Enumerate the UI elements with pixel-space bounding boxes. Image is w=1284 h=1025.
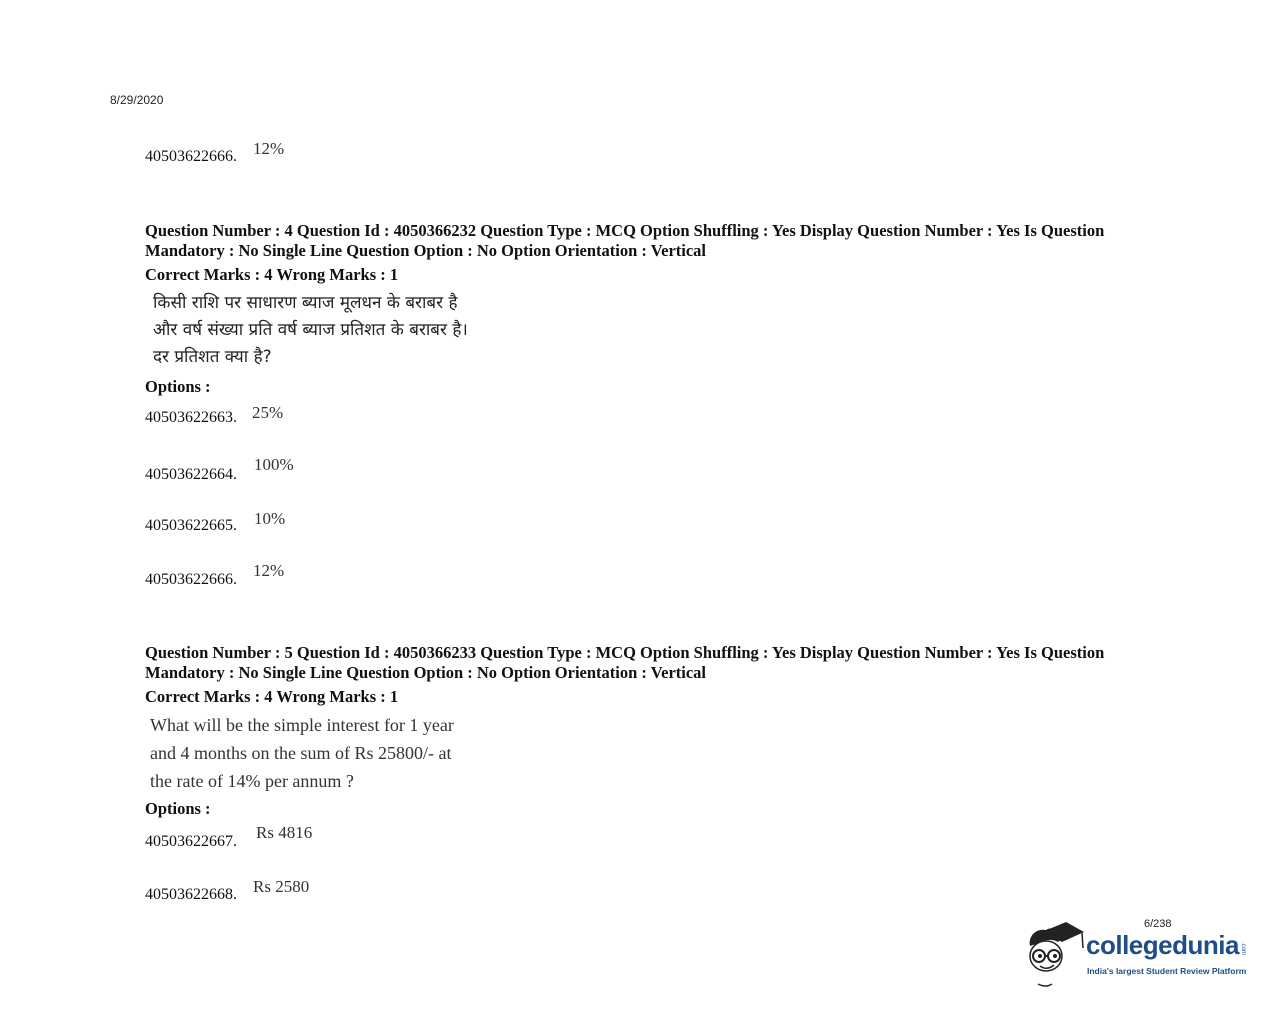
question-5-options-label: Options : [145, 799, 211, 818]
question-4-text [153, 290, 468, 371]
question-5-text-line: and 4 months on the sum of Rs 25800/- at [150, 743, 452, 763]
option-id: 40503622666. [145, 571, 237, 588]
print-date: 8/29/2020 [110, 93, 164, 107]
question-5-text [150, 711, 454, 795]
option-value: 100% [254, 455, 294, 474]
option-value: 10% [254, 509, 286, 528]
option-value: 12% [253, 139, 285, 158]
question-5-text-line: What will be the simple interest for 1 year [150, 715, 454, 735]
question-4-marks: Correct Marks : 4 Wrong Marks : 1 [145, 265, 399, 284]
question-5-marks: Correct Marks : 4 Wrong Marks : 1 [145, 687, 399, 706]
page-number: 6/238 [1144, 918, 1172, 930]
brand-domain: .com [1240, 942, 1246, 956]
option-value: Rs 4816 [256, 823, 313, 842]
option-id: 40503622666. [145, 148, 237, 165]
question-4-text-line: किसी राशि पर साधारण ब्याज मूलधन के बराबर है [153, 293, 458, 313]
question-4-text-line: और वर्ष संख्या प्रति वर्ष ब्याज प्रतिशत के बराबर है। [153, 320, 468, 340]
option-value: Rs 2580 [253, 877, 310, 896]
question-5-header-line2: Mandatory : No Single Line Question Option : No Option Orientation : Vertical [145, 663, 707, 682]
brand-tagline: India's largest Student Review Platform [1087, 966, 1247, 976]
option-id: 40503622665. [145, 517, 237, 534]
question-4-header-line2: Mandatory : No Single Line Question Option : No Option Orientation : Vertical [145, 241, 707, 260]
question-4-text-line: दर प्रतिशत क्या है? [153, 347, 272, 367]
question-5-text-line: the rate of 14% per annum ? [150, 771, 354, 791]
option-id: 40503622664. [145, 466, 237, 483]
option-id: 40503622667. [145, 833, 237, 850]
option-id: 40503622663. [145, 409, 237, 426]
option-value: 25% [252, 403, 284, 422]
question-4-header-line1: Question Number : 4 Question Id : 4050366232 Question Type : MCQ Option Shuffling : Yes Display Question Number : Yes Is Question [145, 221, 1105, 240]
question-5-header [145, 643, 1175, 683]
mascot-logo-icon [1022, 918, 1086, 990]
question-5-header-line1: Question Number : 5 Question Id : 4050366233 Question Type : MCQ Option Shuffling : Yes Display Question Number : Yes Is Question [145, 643, 1105, 662]
question-4-options-label: Options : [145, 377, 211, 396]
option-value: 12% [253, 561, 285, 580]
brand-wordmark: collegedunia [1086, 930, 1239, 960]
option-id: 40503622668. [145, 886, 237, 903]
question-4-header [145, 221, 1175, 261]
